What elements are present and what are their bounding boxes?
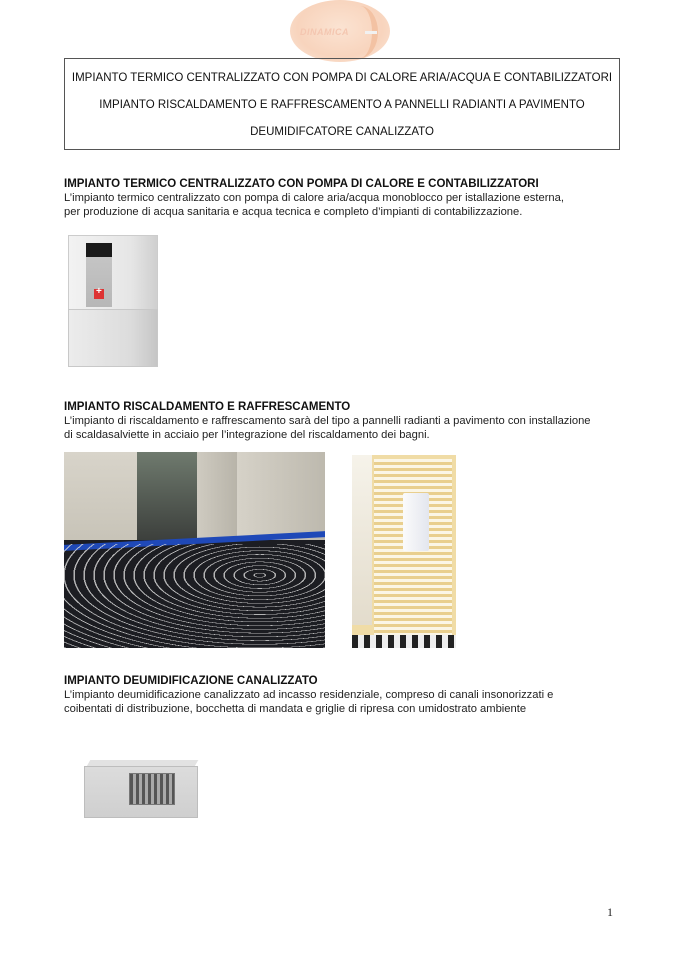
logo-dash: [365, 31, 377, 34]
section-heading-heat-pump: IMPIANTO TERMICO CENTRALIZZATO CON POMPA DI CALORE E CONTABILIZZATORI: [64, 178, 539, 190]
title-line-3: DEUMIDIFCATORE CANALIZZATO: [250, 126, 434, 138]
company-logo: [290, 0, 390, 62]
pump-lower-case: [68, 309, 158, 367]
ducted-dehumidifier-photo: [80, 750, 200, 820]
photo-pillar: [197, 452, 237, 548]
unit-body: [84, 766, 198, 818]
title-line-2: IMPIANTO RISCALDAMENTO E RAFFRESCAMENTO A PANNELLI RADIANTI A PAVIMENTO: [99, 99, 585, 111]
section-body-heating-cooling: [64, 415, 624, 442]
photo-pipe-pattern: [64, 544, 325, 648]
page-number: 1: [607, 905, 613, 919]
photo-wall: [237, 452, 325, 542]
photo-doorway: [137, 452, 197, 544]
pump-upper-case: [68, 235, 158, 311]
towel-radiator-photo: [352, 455, 456, 648]
heat-pump-unit-photo: [64, 229, 160, 369]
title-line-1: IMPIANTO TERMICO CENTRALIZZATO CON POMPA DI CALORE ARIA/ACQUA E CONTABILIZZATORI: [71, 72, 613, 84]
title-box: [64, 58, 620, 150]
photo-window: [352, 455, 372, 625]
body-line: per produzione di acqua sanitaria e acqua tecnica e completo d’impianti di contabilizzazione.: [64, 205, 523, 218]
body-line: di scaldasalviette in acciaio per l’integrazione del riscaldamento dei bagni.: [64, 428, 430, 441]
section-body-heat-pump: [64, 192, 624, 219]
section-heading-heating-cooling: IMPIANTO RISCALDAMENTO E RAFFRESCAMENTO: [64, 401, 351, 413]
underfloor-heating-pipes-photo: [64, 452, 325, 648]
logo-text: DINAMICA: [300, 27, 349, 37]
photo-tiled-floor: [352, 635, 456, 648]
unit-grill: [129, 773, 175, 805]
body-line: L’impianto deumidificazione canalizzato ad incasso residenziale, compreso di canali insonorizzati e: [64, 689, 554, 701]
section-heading-dehumidification: IMPIANTO DEUMIDIFICAZIONE CANALIZZATO: [64, 675, 318, 687]
body-line: L’impianto di riscaldamento e raffrescamento sarà del tipo a pannelli radianti a pavimento con installazione: [64, 415, 591, 427]
swiss-cross-icon: [94, 289, 104, 299]
section-body-dehumidification: [64, 689, 624, 716]
photo-towel: [403, 493, 429, 551]
body-line: L’impianto termico centralizzato con pompa di calore aria/acqua monoblocco per istallazione esterna,: [64, 192, 564, 204]
body-line: coibentati di distribuzione, bocchetta di mandata e griglie di ripresa con umidostrato ambiente: [64, 702, 527, 715]
pump-display: [86, 243, 112, 257]
